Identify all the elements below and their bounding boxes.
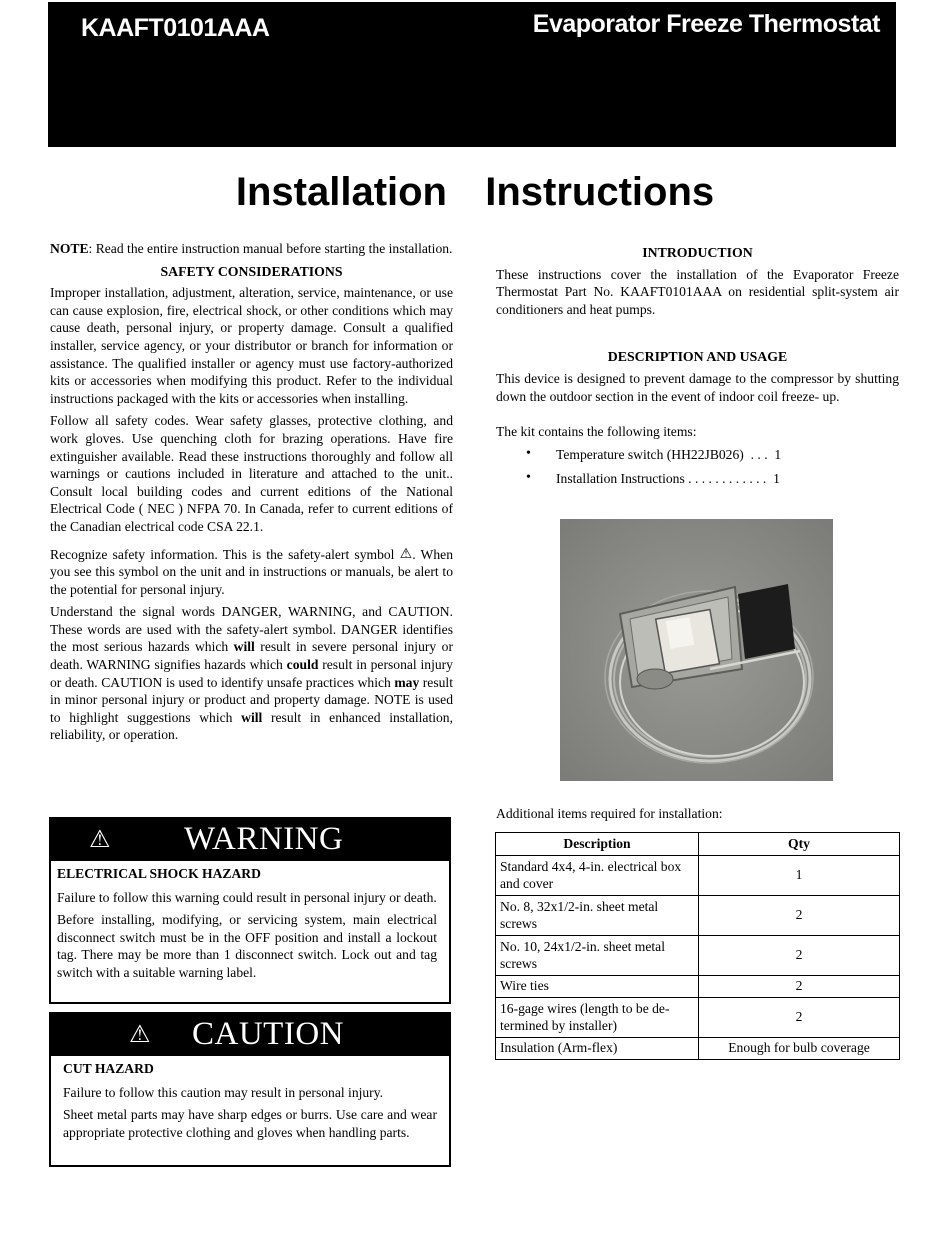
p4-will-2: will (241, 709, 263, 725)
warning-paragraph-2: Before installing, modifying, or servicing system, main electrical disconnect switch must be in the OFF position and install a lockout tag. There may be more than 1 disconnect switch. Lock out and tag switch with a suitable warning label. (57, 912, 437, 980)
table-header-row (496, 833, 900, 856)
column-header-qty: Qty (699, 833, 900, 856)
page-title: Installation Instructions (235, 170, 715, 214)
warning-triangle-icon: ⚠ (89, 825, 111, 853)
table-cell-description: Standard 4x4, 4-in. electrical box and cover (496, 856, 699, 896)
table-cell-description: Wire ties (496, 976, 699, 998)
kit-intro: The kit contains the following items: (496, 424, 697, 440)
table-cell-qty: 2 (699, 936, 900, 976)
caution-body (51, 1056, 449, 1152)
safety-alert-icon: ⚠ (399, 545, 413, 562)
bullet-icon: • (526, 470, 531, 486)
p4-b: result in severe personal injury or death. WARNING signifies hazards which (50, 639, 454, 673)
right-column (496, 240, 899, 495)
safety-heading: SAFETY CONSIDERATIONS (160, 263, 343, 279)
table-cell-qty: 2 (699, 896, 900, 936)
caution-triangle-icon: ⚠ (129, 1020, 151, 1048)
caution-bar (51, 1014, 449, 1056)
description-heading: DESCRIPTION AND USAGE (607, 349, 788, 365)
caution-paragraph-2: Sheet metal parts may have sharp edges or burrs. Use care and wear appropriate protective clothing and gloves when handling parts. (63, 1107, 437, 1140)
bullet-icon: • (526, 445, 531, 461)
kit-item-label: Installation Instructions . . . . . . . . . . . . 1 (556, 471, 780, 487)
table-cell-qty: Enough for bulb coverage (699, 1038, 900, 1060)
p4-d: result in minor personal injury or product and property damage. NOTE is used to highlight suggestions which (50, 674, 453, 725)
warning-hazard: ELECTRICAL SHOCK HAZARD (57, 866, 261, 881)
thermostat-photo (560, 519, 833, 781)
additional-items-intro: Additional items required for installation: (496, 806, 723, 821)
table-row (496, 998, 900, 1038)
warning-body (51, 861, 449, 993)
table-cell-qty: 2 (699, 976, 900, 998)
caution-hazard: CUT HAZARD (63, 1061, 154, 1076)
p4-e: result in enhanced installation, reliability, or operation. (50, 709, 454, 743)
safety-paragraph-3 (50, 546, 453, 599)
p4-will-1: will (233, 639, 255, 655)
introduction-text: These instructions cover the installation of the Evaporator Freeze Thermostat Part No. KAAFT0101AAA on residential split-system air conditioners and heat pumps. (496, 266, 899, 317)
table-row (496, 936, 900, 976)
description-text: This device is designed to prevent damage to the compressor by shutting down the outdoor section in the event of indoor coil freeze- up. (496, 370, 899, 404)
table-row (496, 976, 900, 998)
table-cell-description: 16-gage wires (length to be de-termined by installer) (496, 998, 699, 1038)
introduction-heading: INTRODUCTION (642, 245, 753, 260)
caution-signal-word: CAUTION (192, 1016, 344, 1052)
kit-item-label: Temperature switch (HH22JB026) . . . 1 (556, 446, 782, 462)
list-item (496, 446, 899, 464)
p4-may: may (394, 674, 420, 690)
left-column (50, 240, 453, 749)
warning-box (49, 817, 451, 1004)
safety-p3-text-b: . When you see this symbol on the unit and in instructions or manuals, be alert to the potential for personal injury. (50, 546, 453, 597)
note-text: : Read the entire instruction manual before starting the installation. (88, 241, 453, 256)
table-cell-description: No. 8, 32x1/2-in. sheet metal screws (496, 896, 699, 936)
note-label: NOTE (50, 241, 89, 256)
safety-paragraph-1: Improper installation, adjustment, alteration, service, maintenance, or use can cause explosion, fire, electrical shock, or other conditions which may cause death, personal injury, or property damage. Consult a qualified installer, service agency, or your distributor or branch for information or assistance. The qualified installer or agency must use factory-authorized kits or accessories when modifying this product. Refer to the individual instructions packaged with the kits or accessories when installing. (50, 285, 453, 406)
caution-box (49, 1012, 451, 1167)
table-cell-qty: 2 (699, 998, 900, 1038)
kit-items-list (496, 446, 899, 488)
thermostat-drawing (560, 519, 833, 781)
header-bar (48, 2, 896, 147)
note-paragraph (50, 240, 453, 258)
table-row (496, 856, 900, 896)
table-row (496, 896, 900, 936)
warning-paragraph-1: Failure to follow this warning could result in personal injury or death. (57, 889, 437, 905)
additional-items-table (495, 832, 900, 1060)
table-cell-description: Insulation (Arm-flex) (496, 1038, 699, 1060)
safety-p3-text-a: Recognize safety information. This is the safety-alert symbol (50, 546, 395, 562)
part-number: KAAFT0101AAA (81, 14, 270, 42)
column-header-description: Description (496, 833, 699, 856)
warning-bar (51, 819, 449, 861)
p4-c: result in personal injury or death. CAUTION is used to identify unsafe practices which (50, 657, 453, 690)
safety-paragraph-2: Follow all safety codes. Wear safety glasses, protective clothing, and work gloves. Use quenching cloth for brazing operations. Have fire extinguisher available. Read these instructions thoroughly and follow all warnings or cautions included in literature and attached to the unit.. Consult local building codes and current editions of the National Electrical Code ( NEC ) NFPA 70. In Canada, refer to current editions of the Canadian electrical code CSA 22.1. (50, 413, 453, 534)
product-name: Evaporator Freeze Thermostat (532, 10, 880, 38)
safety-paragraph-4 (50, 603, 453, 744)
warning-signal-word: WARNING (184, 821, 344, 857)
table-cell-description: No. 10, 24x1/2-in. sheet metal screws (496, 936, 699, 976)
p4-could: could (286, 657, 319, 673)
table-row (496, 1038, 900, 1060)
p4-a: Understand the signal words DANGER, WARNING, and CAUTION. These words are used with the safety-alert symbol. DANGER identifies the most serious hazards which (50, 604, 453, 655)
caution-paragraph-1: Failure to follow this caution may result in personal injury. (63, 1084, 384, 1100)
list-item (496, 470, 899, 488)
table-cell-qty: 1 (699, 856, 900, 896)
